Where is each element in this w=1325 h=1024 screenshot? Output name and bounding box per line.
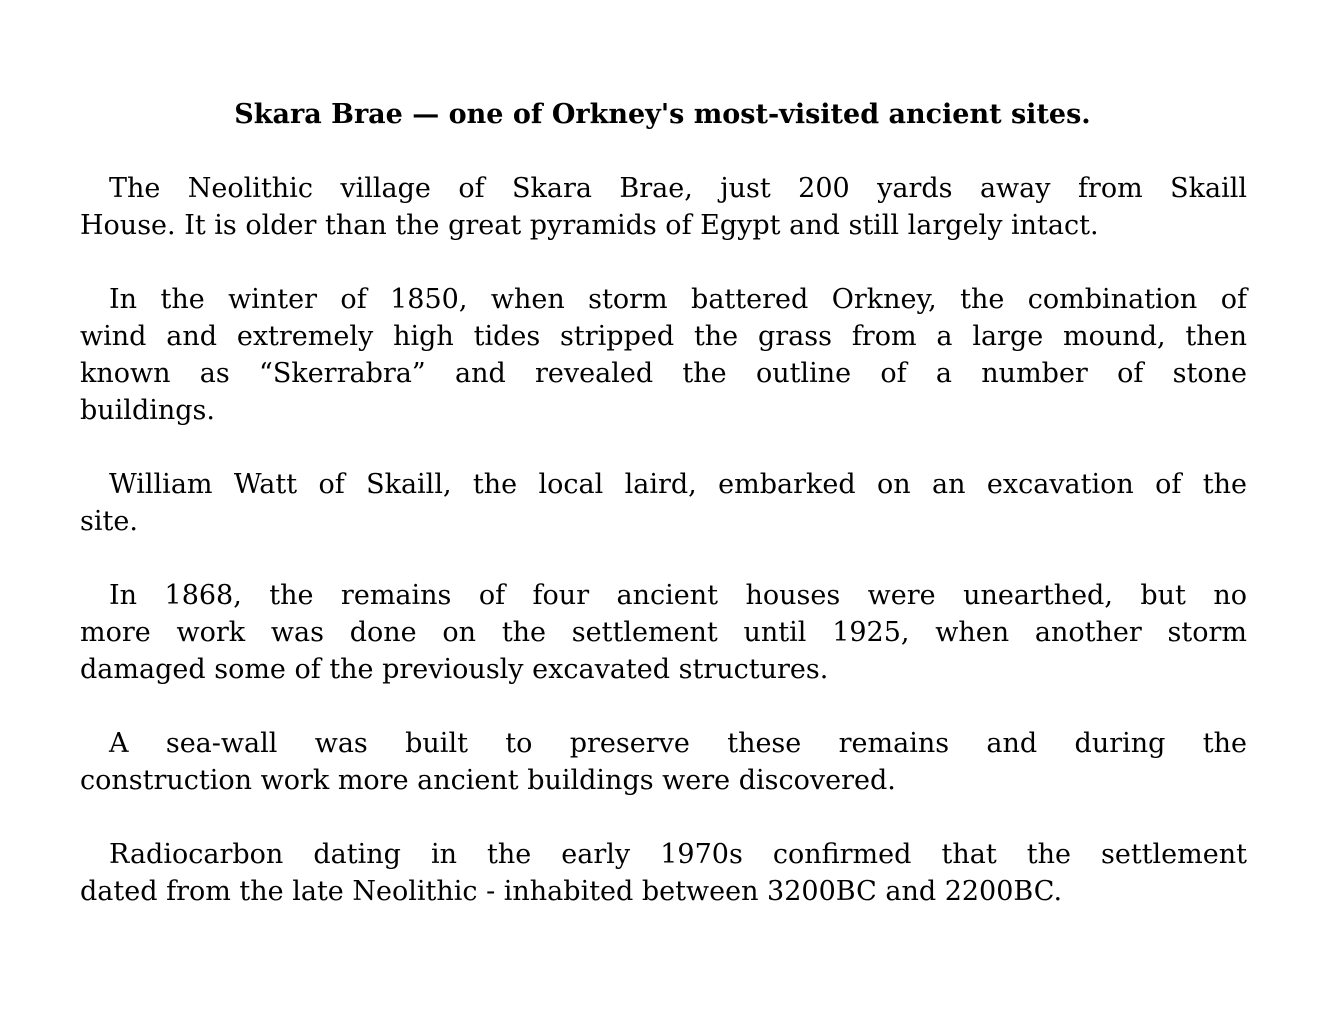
paragraph xyxy=(80,281,1247,429)
paragraph-line: A sea-wall was built to preserve these remains and during the xyxy=(109,728,1247,759)
paragraph-line: William Watt of Skaill, the local laird, embarked on an excavation of the xyxy=(109,469,1247,500)
paragraph xyxy=(80,466,1247,540)
paragraph-line: known as “Skerrabra” and revealed the outline of a number of stone xyxy=(80,358,1247,389)
paragraph-line: buildings. xyxy=(80,395,215,426)
paragraph-line: construction work more ancient buildings were discovered. xyxy=(80,765,896,796)
paragraph-line: more work was done on the settlement until 1925, when another storm xyxy=(80,617,1247,648)
paragraph-line: dated from the late Neolithic - inhabited between 3200BC and 2200BC. xyxy=(80,876,1063,907)
paragraph xyxy=(80,170,1247,244)
paragraph-line: In the winter of 1850, when storm battered Orkney, the combination of xyxy=(109,284,1247,315)
paragraph-line: wind and extremely high tides stripped the grass from a large mound, then xyxy=(80,321,1247,352)
paragraph xyxy=(80,836,1247,910)
paragraph-line: House. It is older than the great pyramids of Egypt and still largely intact. xyxy=(80,210,1099,241)
paragraph xyxy=(80,725,1247,799)
paragraph-line: The Neolithic village of Skara Brae, just 200 yards away from Skaill xyxy=(109,173,1247,204)
paragraph-line: damaged some of the previously excavated structures. xyxy=(80,654,829,685)
paragraph-line: In 1868, the remains of four ancient houses were unearthed, but no xyxy=(109,580,1247,611)
paragraph-line: site. xyxy=(80,506,138,537)
paragraph xyxy=(80,577,1247,688)
document-title: Skara Brae — one of Orkney's most-visited ancient sites. xyxy=(234,99,1091,130)
document-body xyxy=(80,170,1247,947)
paragraph-line: Radiocarbon dating in the early 1970s confirmed that the settlement xyxy=(109,839,1247,870)
